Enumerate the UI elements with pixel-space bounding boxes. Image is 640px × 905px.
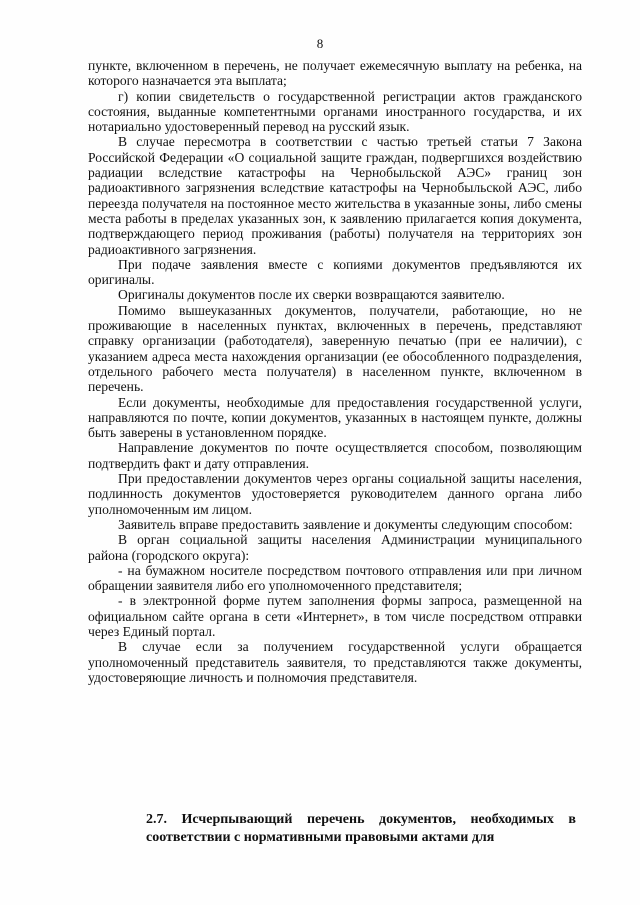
paragraph-revision-case: В случае пересмотра в соответствии с частью третьей статьи 7 Закона Российской Федерации «О социальной защите граждан, подвергшихся воздействию радиации вследствие катастрофы на Чернобыльской АЭС» границ зон радиоактивного загрязнения вследствие катастрофы на Чернобыльской АЭС, либо переезда получателя на постоянное место жительства в указанные зоны, либо смены места работы в пределах указанных зон, к заявлению прилагается копия документа, подтверждающего период проживания (работы) получателя на территориях зон радиоактивного загрязнения.	[88, 134, 582, 257]
list-item-paper: - на бумажном носителе посредством почтового отправления или при личном обращении заявителя либо его уполномоченного представителя;	[88, 562, 582, 594]
list-item-electronic: - в электронной форме путем заполнения формы запроса, размещенной на официальном сайте органа в сети «Интернет», в том числе посредством отправки через Единый портал.	[88, 593, 582, 639]
section-heading: 2.7. Исчерпывающий перечень документов, необходимых в соответствии с нормативными правовыми актами для	[146, 812, 576, 845]
paragraph-originals-returned: Оригиналы документов после их сверки возвращаются заявителю.	[118, 287, 505, 303]
paragraph-originals-presented: При подаче заявления вместе с копиями документов предъявляются их оригиналы.	[88, 256, 582, 288]
paragraph-continuation: пункте, включенном в перечень, не получает ежемесячную выплату на ребенка, на которого назначается эта выплата;	[88, 58, 582, 89]
page-number: 8	[316, 36, 324, 51]
paragraph-postal-method: Направление документов по почте осуществляется способом, позволяющим подтвердить факт и дату отправления.	[88, 440, 582, 471]
paragraph-item-g: г) копии свидетельств о государственной регистрации актов гражданского состояния, выданные компетентными органами иностранного государства, и их нотариально удостоверенный перевод на русский язык.	[88, 88, 582, 135]
document-body	[88, 58, 582, 685]
paragraph-submission-ways: Заявитель вправе предоставить заявление и документы следующим способом:	[118, 516, 573, 532]
paragraph-employer-certificate: Помимо вышеуказанных документов, получатели, работающие, но не проживающие в населенных пунктах, включенных в перечень, представляют справку организации (работодателя), заверенную печатью (при ее наличии), с указанием адреса места нахождения организации (ее обособленного подразделения, отдельного рабочего места получателя) в населенном пункте, включенном в перечень.	[88, 302, 582, 395]
paragraph-authenticity: При предоставлении документов через органы социальной защиты населения, подлинность документов удостоверяется руководителем данного органа либо уполномоченным им лицом.	[88, 471, 582, 517]
paragraph-representative: В случае если за получением государственной услуги обращается уполномоченный представитель заявителя, то представляются также документы, удостоверяющие личность и полномочия представителя.	[88, 639, 582, 685]
paragraph-social-protection-body: В орган социальной защиты населения Администрации муниципального района (городского округа):	[88, 532, 582, 563]
paragraph-postal-certification: Если документы, необходимые для предоставления государственной услуги, направляются по почте, копии документов, указанных в настоящем пункте, должны быть заверены в установленном порядке.	[88, 394, 582, 441]
